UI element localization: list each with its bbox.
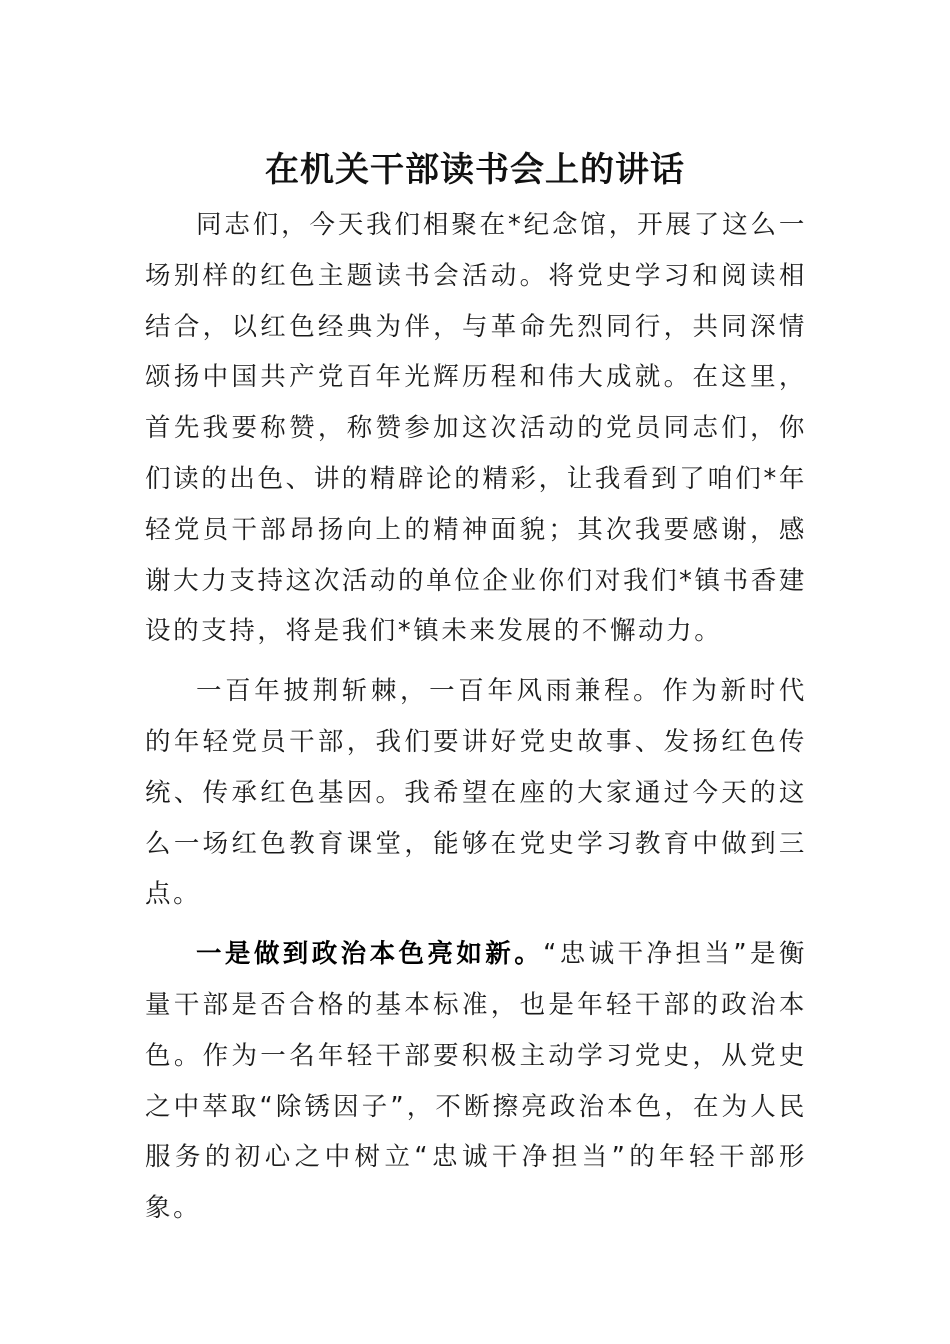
document-body xyxy=(145,200,807,1243)
paragraph-2-text: 一百年披荆斩棘，一百年风雨兼程。作为新时代的年轻党员干部，我们要讲好党史故事、发扬红色传统、传承红色基因。我希望在座的大家通过今天的这么一场红色教育课堂，能够在党史学习教育中做到三点。 xyxy=(145,676,807,910)
paragraph-1-text: 同志们，今天我们相聚在*纪念馆，开展了这么一场别样的红色主题读书会活动。将党史学习和阅读相结合，以红色经典为伴，与革命先烈同行，共同深情颂扬中国共产党百年光辉历程和伟大成就。在这里，首先我要称赞，称赞参加这次活动的党员同志们，你们读的出色、讲的精辟论的精彩，让我看到了咱们*年轻党员干部昂扬向上的精神面貌；其次我要感谢，感谢大力支持这次活动的单位企业你们对我们*镇书香建设的支持，将是我们*镇未来发展的不懈动力。 xyxy=(145,210,807,647)
paragraph-2 xyxy=(145,666,807,920)
paragraph-3-text: “忠诚干净担当”是衡量干部是否合格的基本标准，也是年轻干部的政治本色。作为一名年轻干部要积极主动学习党史，从党史之中萃取“除锈因子”，不断擦亮政治本色，在为人民服务的初心之中树立“忠诚干净担当”的年轻干部形象。 xyxy=(145,939,808,1224)
document-title: 在机关干部读书会上的讲话 xyxy=(265,149,685,190)
paragraph-1 xyxy=(145,200,807,657)
paragraph-3-lead: 一是做到政治本色亮如新。 xyxy=(196,939,544,970)
paragraph-3 xyxy=(145,929,807,1234)
